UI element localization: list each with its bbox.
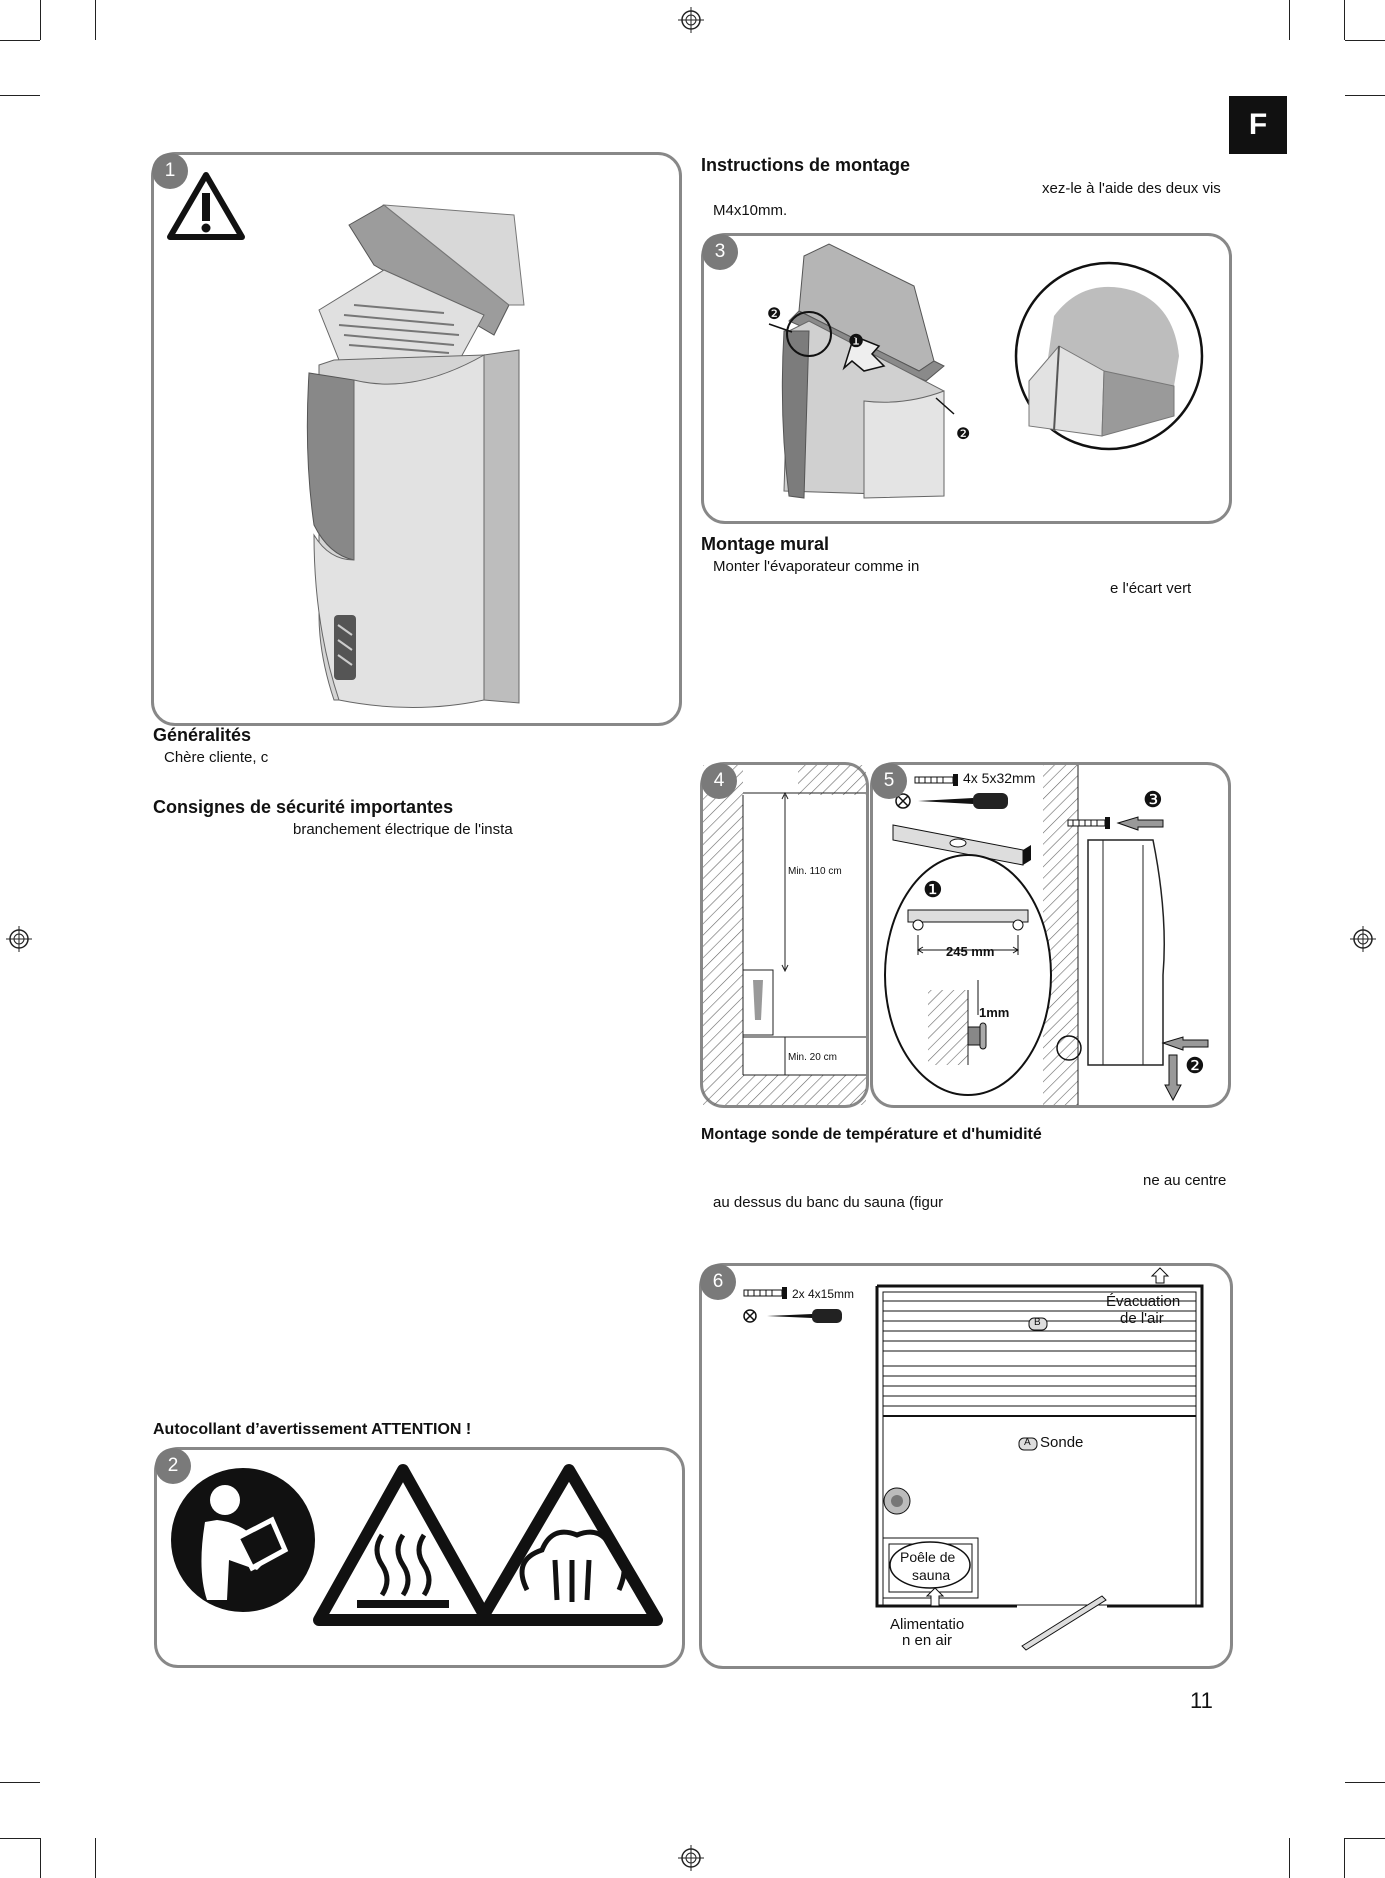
crop-mark [1345,1838,1385,1839]
crop-mark [0,95,40,96]
crop-mark [40,1838,41,1878]
figure-2-frame [154,1447,685,1668]
figure-4-badge: 4 [701,763,737,799]
instructions-text-1: xez-le à l'aide des deux vis [1042,180,1221,197]
step-1-label: ❶ [923,877,943,902]
montage-mural-text-2: e l'écart vert [1110,580,1192,597]
poele-label-2: sauna [912,1567,951,1583]
crop-mark [0,40,40,41]
generalites-title: Généralités [153,725,252,745]
crop-mark [95,0,96,40]
crop-mark [1289,0,1290,40]
alimentation-label-1: Alimentatio [890,1616,965,1633]
read-manual-icon [171,1468,315,1612]
figure-5-badge: 5 [871,763,907,799]
hole-spacing-label: 245 mm [946,944,995,959]
min-height-label: Min. 110 cm [788,866,842,877]
montage-mural-title: Montage mural [701,534,830,554]
registration-mark-icon [6,926,32,952]
callout-2-bottom: ❷ [956,426,971,443]
step-3-label: ❸ [1143,787,1163,812]
consignes-title: Consignes de sécurité importantes [153,797,454,817]
crop-mark [1345,95,1385,96]
crop-mark [0,1838,40,1839]
language-tab: F [1229,96,1287,154]
consignes-text: branchement électrique de l'insta [293,821,513,838]
sonde-title: Montage sonde de température et d'humidité [701,1126,1042,1143]
min-floor-label: Min. 20 cm [788,1052,837,1063]
figure-5-frame [870,762,1231,1108]
autocollant-title: Autocollant d’avertissement ATTENTION ! [153,1421,472,1438]
registration-mark-icon [678,7,704,33]
registration-mark-icon [1350,926,1376,952]
instructions-title: Instructions de montage [701,155,911,175]
crop-mark [95,1838,96,1878]
marker-b: B [1034,1317,1041,1328]
figure-2-badge: 2 [155,1448,191,1484]
hot-surface-warning-icon [319,1470,487,1620]
figure-6-badge: 6 [700,1264,736,1300]
crop-mark [1345,40,1385,41]
crop-mark [1344,0,1345,40]
sonde-text-1: ne au centre [1143,1172,1227,1189]
registration-mark-icon [678,1845,704,1871]
crop-mark [1344,1838,1345,1878]
sonde-label: Sonde [1040,1434,1084,1451]
evacuation-label-1: Évacuation [1106,1293,1181,1310]
warning-pictograms [157,1450,682,1665]
sonde-text-2: au dessus du banc du sauna (figur [713,1194,944,1211]
figure-4-frame [700,762,869,1108]
callout-2-top: ❷ [767,306,782,323]
wall-mounting-diagram [873,765,1228,1105]
alimentation-label-2: n en air [902,1632,953,1649]
generalites-text: Chère cliente, c [164,749,269,766]
height-clearance-diagram [703,765,866,1105]
instructions-text-2: M4x10mm. [713,202,788,219]
crop-mark [0,1782,40,1783]
crop-mark [1345,1782,1385,1783]
marker-a: A [1024,1437,1031,1448]
figure-3-frame [701,233,1232,524]
cover-mounting-illustration [704,236,1229,521]
figure-1-frame [151,152,682,726]
hot-steam-warning-icon [481,1470,657,1620]
evacuation-label-2: de l'air [1120,1310,1164,1327]
figure-1-badge: 1 [152,153,188,189]
page-number: 11 [1190,1688,1213,1713]
evaporator-illustration [154,155,679,723]
callout-1: ❶ [848,331,865,351]
figure-3-badge: 3 [702,234,738,270]
screw-spec-6: 2x 4x15mm [792,1287,855,1301]
screw-spec-5: 4x 5x32mm [963,770,1036,786]
poele-label-1: Poêle de [900,1549,956,1565]
gap-label: 1mm [979,1005,1010,1020]
crop-mark [1289,1838,1290,1878]
step-2-label: ❷ [1185,1053,1205,1078]
figure-6-frame [699,1263,1233,1669]
montage-mural-text-1: Monter l'évaporateur comme in [713,558,920,575]
crop-mark [40,0,41,40]
